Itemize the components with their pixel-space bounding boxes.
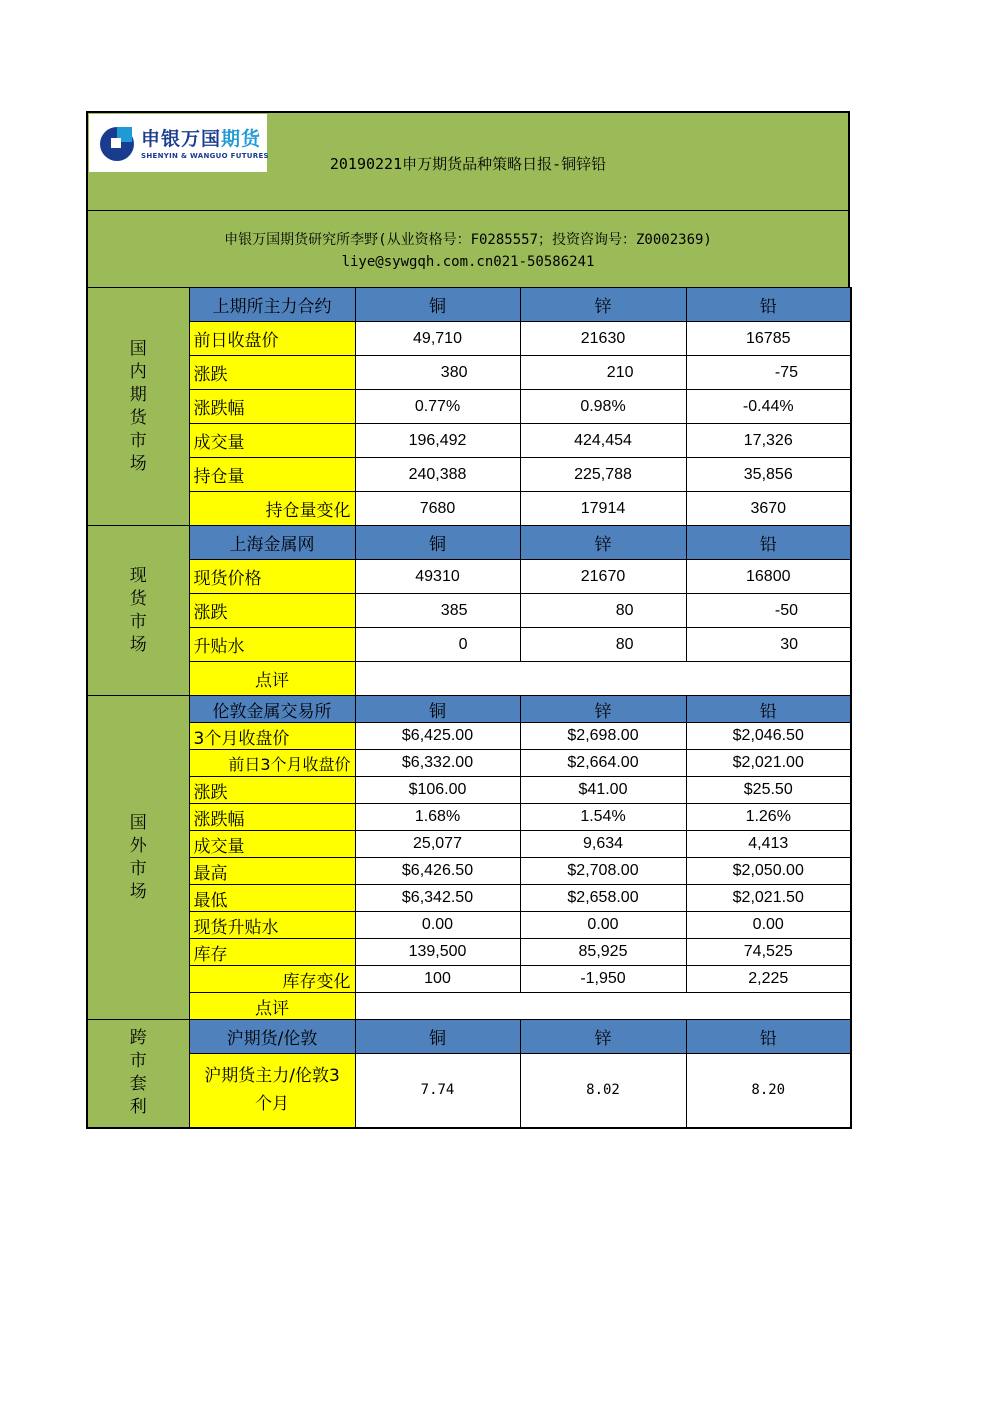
column-header: 上期所主力合约 (189, 288, 355, 322)
comment-label: 点评 (189, 662, 355, 696)
report-title: 20190221申万期货品种策略日报-铜锌铅 (329, 155, 607, 173)
cell-lead: -0.44% (686, 390, 851, 424)
row-label: 最高 (189, 858, 355, 885)
cell-zinc: 17914 (520, 492, 686, 526)
section-char: 外 (129, 835, 147, 856)
cell-zinc: $2,708.00 (520, 858, 686, 885)
column-header: 沪期货/伦敦 (189, 1020, 355, 1054)
cell-zinc: 9,634 (520, 831, 686, 858)
cell-lead: 74,525 (686, 939, 851, 966)
row-label: 涨跌 (189, 594, 355, 628)
author-info (86, 211, 850, 287)
column-header: 伦敦金属交易所 (189, 696, 355, 723)
cell-copper: $106.00 (355, 777, 520, 804)
cell-lead: 1.26% (686, 804, 851, 831)
table-row (87, 390, 851, 424)
cell-zinc: 0.98% (520, 390, 686, 424)
arbitrage-header-row (87, 1020, 851, 1054)
cell-zinc: 225,788 (520, 458, 686, 492)
section-char: 场 (129, 881, 147, 902)
row-label: 前日收盘价 (189, 322, 355, 356)
cell-copper: 0.00 (355, 912, 520, 939)
row-label: 前日3个月收盘价 (189, 750, 355, 777)
cell-copper: 385 (355, 594, 520, 628)
table-row (87, 560, 851, 594)
section-char: 货 (129, 407, 147, 428)
row-label: 持仓量 (189, 458, 355, 492)
cell-zinc: 210 (520, 356, 686, 390)
cell-copper: 0.77% (355, 390, 520, 424)
cell-zinc: 424,454 (520, 424, 686, 458)
section-char: 货 (129, 588, 147, 609)
row-label: 库存 (189, 939, 355, 966)
table-row (87, 885, 851, 912)
column-header-lead: 铅 (686, 1020, 851, 1054)
cell-copper: 49310 (355, 560, 520, 594)
table-row (87, 804, 851, 831)
section-char: 场 (129, 453, 147, 474)
cell-lead: $2,046.50 (686, 723, 851, 750)
cell-lead: 16785 (686, 322, 851, 356)
cell-zinc: $2,698.00 (520, 723, 686, 750)
column-header-copper: 铜 (355, 696, 520, 723)
logo-chinese-name (141, 124, 261, 151)
cell-zinc: 21670 (520, 560, 686, 594)
cell-zinc: 8.02 (520, 1054, 686, 1128)
cell-lead: 3670 (686, 492, 851, 526)
section-spot-market (87, 526, 189, 696)
row-label: 现货升贴水 (189, 912, 355, 939)
cell-zinc: $41.00 (520, 777, 686, 804)
table-row (87, 356, 851, 390)
column-header-zinc: 锌 (520, 526, 686, 560)
table-row (87, 628, 851, 662)
row-label: 库存变化 (189, 966, 355, 993)
cell-copper: 139,500 (355, 939, 520, 966)
cell-lead: 8.20 (686, 1054, 851, 1128)
table-row (87, 858, 851, 885)
cell-copper: 7.74 (355, 1054, 520, 1128)
column-header-copper: 铜 (355, 288, 520, 322)
comment-row (87, 993, 851, 1020)
comment-row (87, 662, 851, 696)
cell-lead: $2,050.00 (686, 858, 851, 885)
comment-cell (355, 662, 851, 696)
cell-lead: 2,225 (686, 966, 851, 993)
section-char: 国 (129, 338, 147, 359)
cell-copper: 196,492 (355, 424, 520, 458)
row-label: 现货价格 (189, 560, 355, 594)
logo-english-name: SHENYIN & WANGUO FUTURES (141, 152, 269, 160)
cell-copper: 1.68% (355, 804, 520, 831)
cell-copper: $6,332.00 (355, 750, 520, 777)
cell-zinc: 80 (520, 628, 686, 662)
author-contact: liye@sywgqh.com.cn021-50586241 (341, 254, 595, 270)
comment-label: 点评 (189, 993, 355, 1020)
cell-copper: 100 (355, 966, 520, 993)
section-char: 市 (129, 1051, 147, 1072)
cell-lead: $2,021.00 (686, 750, 851, 777)
row-label: 涨跌 (189, 356, 355, 390)
cell-lead: 0.00 (686, 912, 851, 939)
report-header (86, 111, 850, 211)
cell-lead: 35,856 (686, 458, 851, 492)
row-label-line: 个月 (255, 1094, 289, 1115)
column-header-zinc: 锌 (520, 288, 686, 322)
column-header: 上海金属网 (189, 526, 355, 560)
table-row (87, 594, 851, 628)
cell-copper: 380 (355, 356, 520, 390)
cell-copper: 7680 (355, 492, 520, 526)
cell-zinc: $2,658.00 (520, 885, 686, 912)
row-label: 成交量 (189, 424, 355, 458)
column-header-lead: 铅 (686, 696, 851, 723)
cell-copper: $6,426.50 (355, 858, 520, 885)
cell-zinc: 85,925 (520, 939, 686, 966)
section-char: 国 (129, 812, 147, 833)
row-label-line: 沪期货主力/伦敦3 (204, 1066, 340, 1087)
cell-copper: $6,425.00 (355, 723, 520, 750)
spot-header-row (87, 526, 851, 560)
logo-cn-part2: 期货 (221, 128, 262, 150)
cell-copper: 240,388 (355, 458, 520, 492)
row-label: 涨跌幅 (189, 390, 355, 424)
table-row (87, 939, 851, 966)
section-char: 市 (129, 611, 147, 632)
column-header-copper: 铜 (355, 526, 520, 560)
table-row (87, 831, 851, 858)
row-label: 持仓量变化 (189, 492, 355, 526)
row-label: 涨跌 (189, 777, 355, 804)
domestic-header-row (87, 288, 851, 322)
author-line: 申银万国期货研究所李野(从业资格号：F0285557；投资咨询号：Z0002369) (224, 232, 712, 248)
cell-zinc: 80 (520, 594, 686, 628)
cell-lead: 17,326 (686, 424, 851, 458)
row-label: 最低 (189, 885, 355, 912)
cell-copper: 49,710 (355, 322, 520, 356)
cell-copper: $6,342.50 (355, 885, 520, 912)
table-row (87, 322, 851, 356)
section-cross-market-arbitrage (87, 1020, 189, 1128)
section-char: 场 (129, 634, 147, 655)
table-row (87, 458, 851, 492)
comment-cell (355, 993, 851, 1020)
row-label: 3个月收盘价 (189, 723, 355, 750)
row-label: 升贴水 (189, 628, 355, 662)
row-label: 成交量 (189, 831, 355, 858)
section-char: 利 (129, 1097, 147, 1118)
strategy-report-sheet (86, 111, 850, 1129)
column-header-lead: 铅 (686, 288, 851, 322)
table-row (87, 966, 851, 993)
cell-zinc: 21630 (520, 322, 686, 356)
section-domestic-futures (87, 288, 189, 526)
cell-zinc: $2,664.00 (520, 750, 686, 777)
table-row (87, 777, 851, 804)
column-header-zinc: 锌 (520, 696, 686, 723)
table-row (87, 723, 851, 750)
cell-zinc: -1,950 (520, 966, 686, 993)
logo-cn-part1: 申银万国 (141, 128, 222, 150)
column-header-copper: 铜 (355, 1020, 520, 1054)
cell-copper: 25,077 (355, 831, 520, 858)
section-char: 期 (129, 384, 147, 405)
section-char: 套 (129, 1074, 147, 1095)
foreign-header-row (87, 696, 851, 723)
section-char: 跨 (129, 1028, 147, 1049)
section-foreign-market (87, 696, 189, 1020)
column-header-zinc: 锌 (520, 1020, 686, 1054)
cell-zinc: 0.00 (520, 912, 686, 939)
cell-lead: $25.50 (686, 777, 851, 804)
cell-lead: 4,413 (686, 831, 851, 858)
column-header-lead: 铅 (686, 526, 851, 560)
section-char: 现 (129, 565, 147, 586)
cell-copper: 0 (355, 628, 520, 662)
section-char: 市 (129, 858, 147, 879)
cell-lead: $2,021.50 (686, 885, 851, 912)
table-row (87, 750, 851, 777)
cell-lead: 16800 (686, 560, 851, 594)
section-char: 市 (129, 430, 147, 451)
table-row (87, 424, 851, 458)
cell-zinc: 1.54% (520, 804, 686, 831)
section-char: 内 (129, 361, 147, 382)
table-row (87, 1054, 851, 1128)
row-label (189, 1054, 355, 1128)
cell-lead: 30 (686, 628, 851, 662)
cell-lead: -75 (686, 356, 851, 390)
table-row (87, 492, 851, 526)
report-table (86, 287, 852, 1129)
row-label: 涨跌幅 (189, 804, 355, 831)
table-row (87, 912, 851, 939)
cell-lead: -50 (686, 594, 851, 628)
